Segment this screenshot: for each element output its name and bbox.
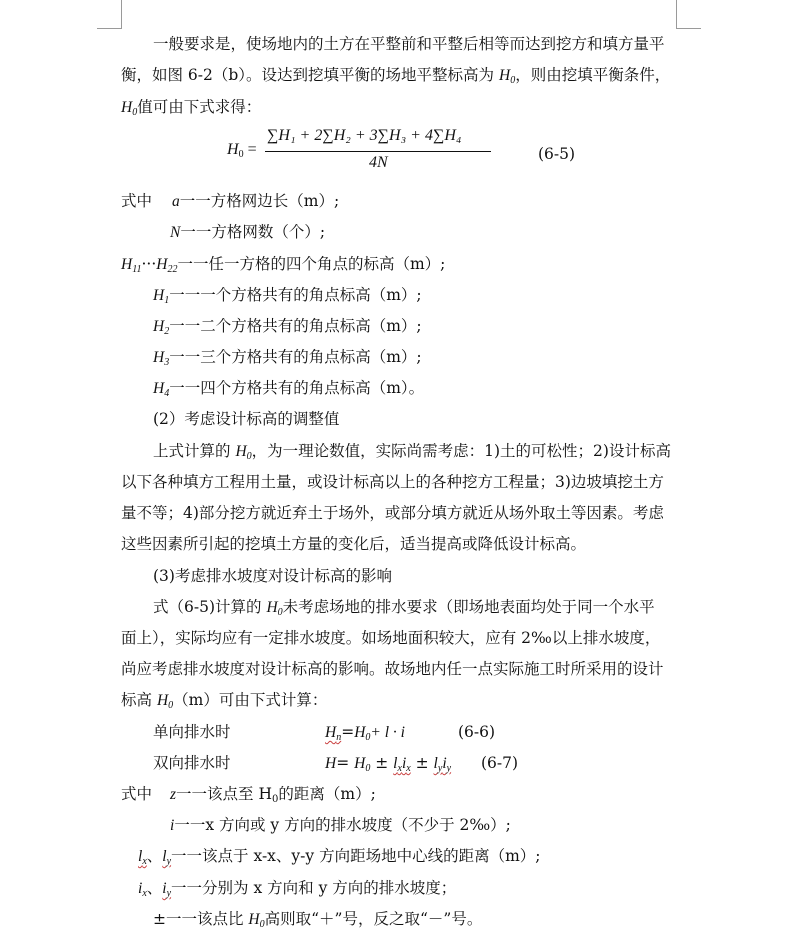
eq67-formula: $H= H_0 \pm l_xi_x \pm l_yi_y$: [325, 754, 452, 774]
var-a: a: [172, 193, 180, 210]
defs2-intro: 式中: [121, 785, 153, 803]
para1-line1: 一般要求是，使场地内的土方在平整前和平整后相等而达到挖方和填方量平: [153, 35, 665, 53]
page-corner-mark-right: [676, 0, 701, 29]
def-z: z一一该点至 $H_0$的距离（m）;: [170, 785, 376, 805]
def-plus-minus: ±一一该点比 $H_0$高则取“＋”号，反之取“－”号。: [153, 910, 483, 930]
def-h11-h22: $H_{11}\cdot\cdot\cdot H_{22}$一一任一方格的四个角点的标高（m）;: [121, 255, 446, 275]
ly-iy-term: $l_yi_y$: [433, 755, 452, 774]
para1-line2-text-b: ，则由挖填平衡条件，: [515, 66, 671, 84]
formula-numerator: ∑H₁ + 2∑H₂ + 3∑H₃ + 4∑H₄: [267, 127, 462, 144]
h0-symbol: $H_0$: [235, 443, 252, 462]
para1-line3: [121, 96, 261, 119]
section2-line3: 量不等；4)部分挖方就近弃土于场外，或部分填方就近从场外取土等因素。考虑: [121, 504, 664, 522]
def-h3: $H_3$一一三个方格共有的角点标高（m）;: [153, 348, 422, 368]
formula-denominator: 4N: [369, 154, 388, 171]
formula-6-5: [227, 127, 527, 177]
defs-intro: 式中: [121, 192, 153, 210]
section2-heading: (2）考虑设计标高的调整值: [153, 410, 340, 428]
def-n: N一一方格网数（个）;: [170, 223, 326, 241]
def-i: i一一x 方向或 y 方向的排水坡度（不少于 2‰）;: [170, 816, 511, 834]
section3-line3: 尚应考虑排水坡度对设计标高的影响。故场地内任一点实际施工时所采用的设计: [121, 660, 664, 678]
h0-symbol: $H_0$: [156, 692, 174, 711]
h0-symbol: $H_0$: [248, 911, 265, 930]
formula-number-6-5: (6-5): [538, 145, 576, 163]
def-h4: $H_4$一一四个方格共有的角点标高（m）。: [153, 379, 425, 399]
def-h1: $H_1$一一一个方格共有的角点标高（m）;: [153, 286, 422, 306]
eq66-number: (6-6): [458, 723, 496, 741]
h0-symbol: $H_0$: [499, 67, 516, 86]
def-a: a一一方格网边长（m）;: [172, 192, 340, 210]
formula-lhs: $H_0$ =: [227, 141, 257, 160]
para1-line3-text: 值可由下式求得：: [137, 98, 262, 116]
section2-line2: 以下各种填方工程用土量，或设计标高以上的各种挖方工程量；3)边坡填挖土方: [121, 473, 664, 491]
page-corner-mark-left: [97, 0, 122, 29]
section3-line4: 标高 $H_0(m)$可由下式计算：: [121, 691, 328, 711]
def-lx-ly: $l_x$、$l_y$一一该点于 x-x、y-y 方向距场地中心线的距离（m）;: [138, 847, 541, 867]
eq66-label: 单向排水时: [153, 723, 231, 741]
lx-ix-term: $l_xi_x$: [393, 755, 411, 774]
fraction-bar: [265, 151, 491, 152]
def-ix-iy: $i_x$、$i_y$一一分别为 x 方向和 y 方向的排水坡度；: [138, 879, 457, 899]
eq67-label: 双向排水时: [153, 754, 231, 772]
section2-line1: 上式计算的 $H_0$，为一理论数值，实际尚需考虑：1)土的可松性；2)设计标高: [153, 442, 671, 462]
h0-symbol: $H_0$: [266, 599, 283, 618]
section3-heading: (3)考虑排水坡度对设计标高的影响: [153, 567, 392, 585]
section3-line2: 面上），实际均应有一定排水坡度。如场地面积较大，应有 2‰以上排水坡度，: [121, 629, 661, 647]
eq66-formula: $H_n=H_0+ l \cdot i$: [325, 723, 405, 743]
eq67-number: (6-7): [481, 754, 519, 772]
para1-line2-text-a: 衡，如图 6-2（b）。设达到挖填平衡的场地平整标高为: [121, 66, 499, 84]
section3-line1: 式（6-5)计算的 $H_0$未考虑场地的排水要求（即场地表面均处于同一个水平: [153, 598, 655, 618]
para1-line2: [121, 64, 670, 87]
def-h2: $H_2$一一二个方格共有的角点标高（m）;: [153, 317, 422, 337]
h0-symbol: $H_0$: [121, 99, 138, 118]
hn-symbol: $H_n$: [325, 724, 342, 743]
var-n: N: [170, 224, 181, 241]
section2-line4: 这些因素所引起的挖填土方量的变化后，适当提高或降低设计标高。: [121, 535, 587, 553]
